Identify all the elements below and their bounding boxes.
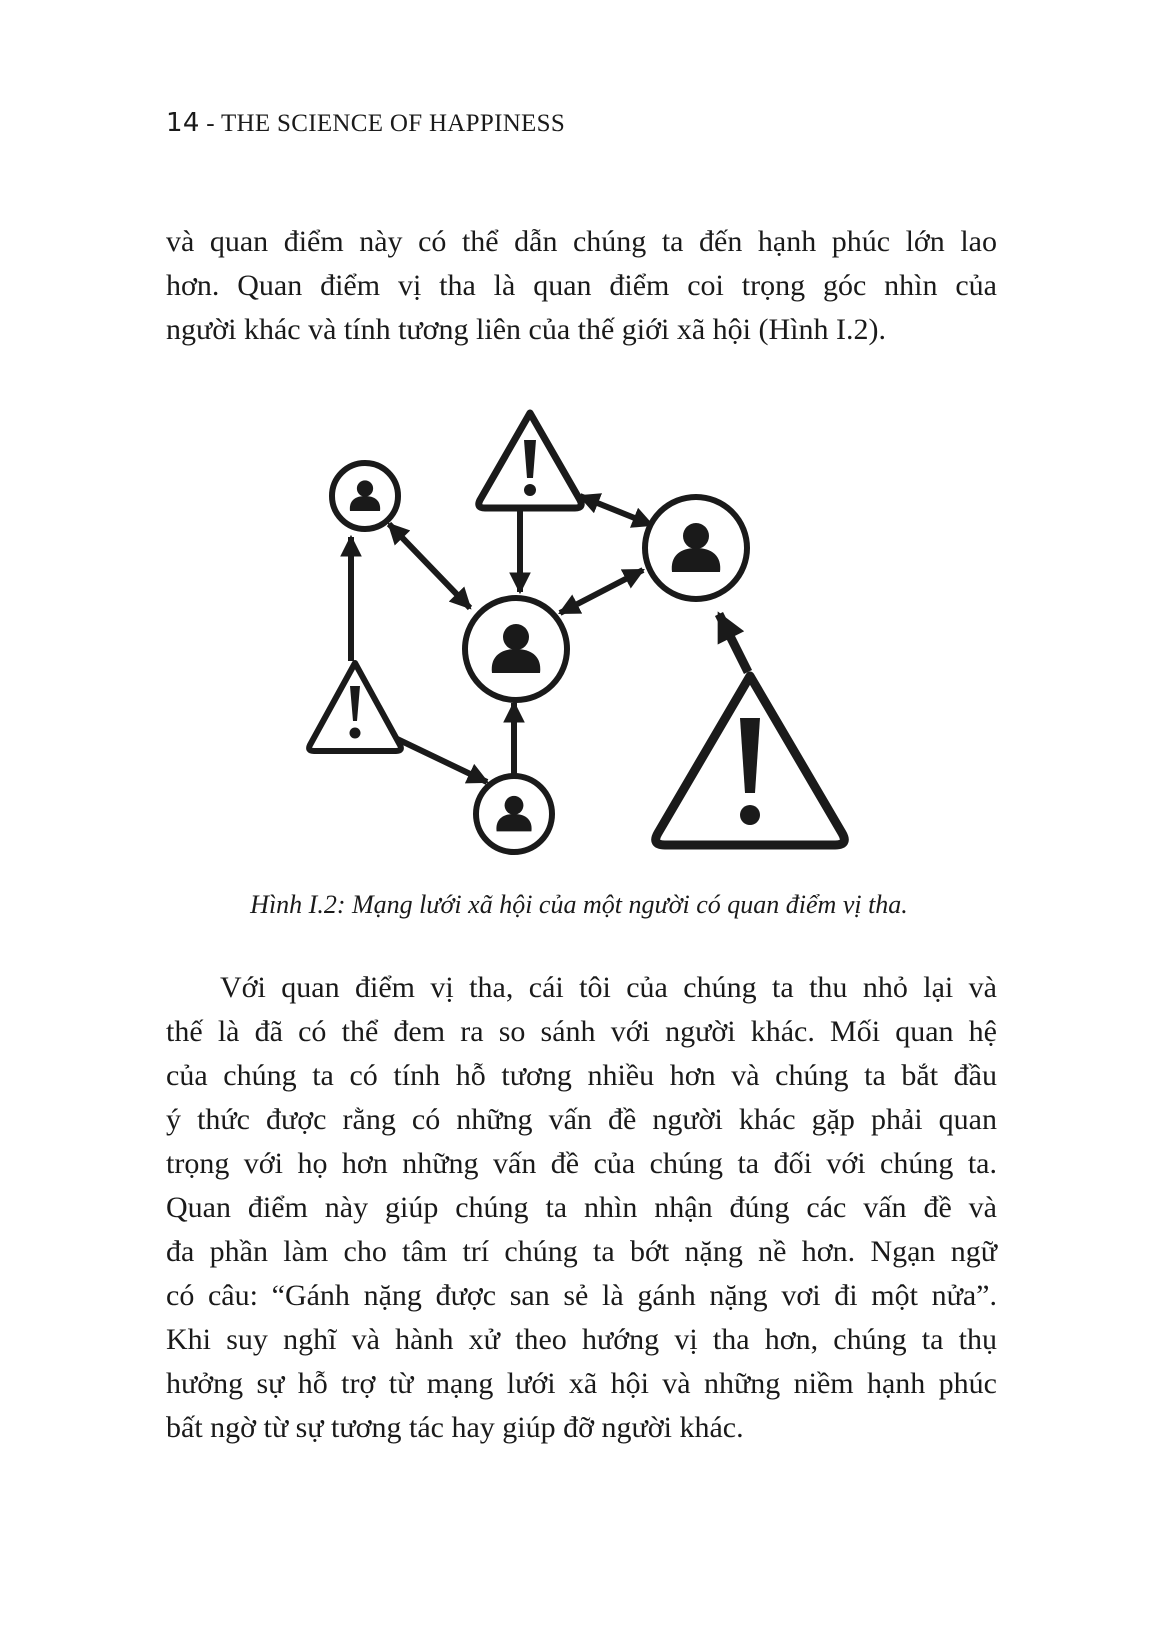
text-line: ý thức được rằng có những vấn đề người khác gặp phải quan <box>166 1103 997 1136</box>
text-line: đa phần làm cho tâm trí chúng ta bớt nặng nề hơn. Ngạn ngữ <box>166 1235 997 1268</box>
person-node-top-left <box>332 463 398 529</box>
text-line: hơn. Quan điểm vị tha là quan điểm coi trọng góc nhìn của <box>166 269 997 302</box>
social-network-figure <box>300 400 860 880</box>
text-line: Khi suy nghĩ và hành xử theo hướng vị tha hơn, chúng ta thụ <box>166 1323 997 1356</box>
arrow-warning-left-to-bottom <box>393 737 487 782</box>
paragraph-2 <box>166 966 997 1450</box>
warning-node-left <box>309 663 401 751</box>
text-line: thế là đã có thể đem ra so sánh với người khác. Mối quan hệ <box>166 1015 997 1048</box>
arrow-large-warning-to-right <box>719 614 748 672</box>
person-node-right <box>645 497 747 599</box>
warning-node-large <box>656 676 845 845</box>
warning-node-top <box>479 413 581 508</box>
text-line: trọng với họ hơn những vấn đề của chúng ta đối với chúng ta. <box>166 1147 997 1180</box>
person-node-center <box>465 598 567 700</box>
person-node-bottom <box>476 776 552 852</box>
text-line: người khác và tính tương liên của thế giới xã hội (Hình I.2). <box>166 313 886 346</box>
book-title: THE SCIENCE OF HAPPINESS <box>220 110 566 137</box>
text-line: Với quan điểm vị tha, cái tôi của chúng ta thu nhỏ lại và <box>220 971 997 1004</box>
text-line: và quan điểm này có thể dẫn chúng ta đến hạnh phúc lớn lao <box>166 225 997 258</box>
running-head <box>166 108 565 138</box>
text-line: Quan điểm này giúp chúng ta nhìn nhận đúng các vấn đề và <box>166 1191 997 1224</box>
header-separator: - <box>199 110 221 137</box>
text-line: hưởng sự hỗ trợ từ mạng lưới xã hội và những niềm hạnh phúc <box>166 1367 997 1400</box>
text-line: của chúng ta có tính hỗ tương nhiều hơn và chúng ta bắt đầu <box>166 1059 997 1092</box>
arrow-warning-top-right <box>580 496 652 525</box>
figure-caption: Hình I.2: Mạng lưới xã hội của một người có quan điểm vị tha. <box>250 890 908 919</box>
page-number: 14 <box>166 108 200 138</box>
arrow-top-left-center <box>389 524 470 608</box>
paragraph-1 <box>166 220 997 352</box>
text-line: bất ngờ từ sự tương tác hay giúp đỡ người khác. <box>166 1411 744 1444</box>
text-line: có câu: “Gánh nặng được san sẻ là gánh nặng vơi đi một nửa”. <box>166 1279 997 1312</box>
arrow-center-right <box>560 570 643 613</box>
